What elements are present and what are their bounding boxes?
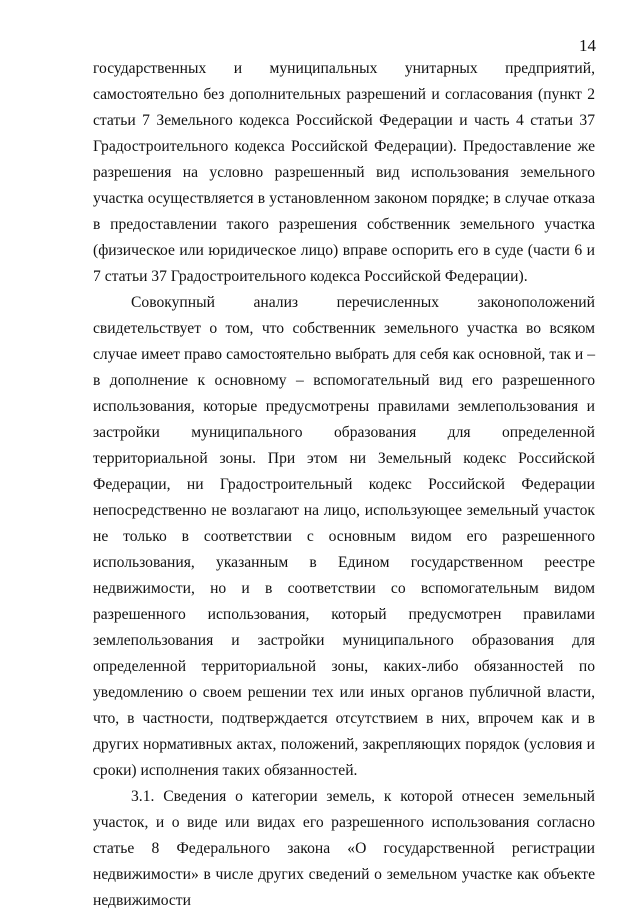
paragraph-continuation: государственных и муниципальных унитарных предприятий, самостоятельно без дополнительных разрешений и согласования (пункт 2 статьи 7 Земельного кодекса Российской Федерации и часть 4 статьи 37 Градостроительного кодекса Российской Федерации). Предоставление же разрешения на условно разрешенный вид использования земельного участка осуществляется в установленном законом порядке; в случае отказа в предоставлении такого разрешения собственник земельного участка (физическое или юридическое лицо) вправе оспорить его в суде (части 6 и 7 статьи 37 Градостроительного кодекса Российской Федерации). <box>93 60 595 285</box>
document-body <box>93 56 595 914</box>
paragraph-analysis: Совокупный анализ перечисленных законоположений свидетельствует о том, что собственник земельного участка во всяком случае имеет право самостоятельно выбрать для себя как основной, так и – в дополнение к основному – вспомогательный вид его разрешенного использования, которые предусмотрены правилами землепользования и застройки муниципального образования для определенной территориальной зоны. При этом ни Земельный кодекс Российской Федерации, ни Градостроительный кодекс Российской Федерации непосредственно не возлагают на лицо, использующее земельный участок не только в соответствии с основным видом его разрешенного использования, указанным в Едином государственном реестре недвижимости, но и в соответствии со вспомогательным видом разрешенного использования, который предусмотрен правилами землепользования и застройки муниципального образования для определенной территориальной зоны, каких-либо обязанностей по уведомлению о своем решении тех или иных органов публичной власти, что, в частности, подтверждается отсутствием в них, впрочем как и в других нормативных актах, положений, закрепляющих порядок (условия и сроки) исполнения таких обязанностей. <box>93 294 595 779</box>
paragraph-section-3-1: 3.1. Сведения о категории земель, к которой отнесен земельный участок, и о виде или видах его разрешенного использования согласно статье 8 Федерального закона «О государственной регистрации недвижимости» в числе других сведений о земельном участке как объекте недвижимости <box>93 788 595 909</box>
page-number: 14 <box>579 36 596 55</box>
